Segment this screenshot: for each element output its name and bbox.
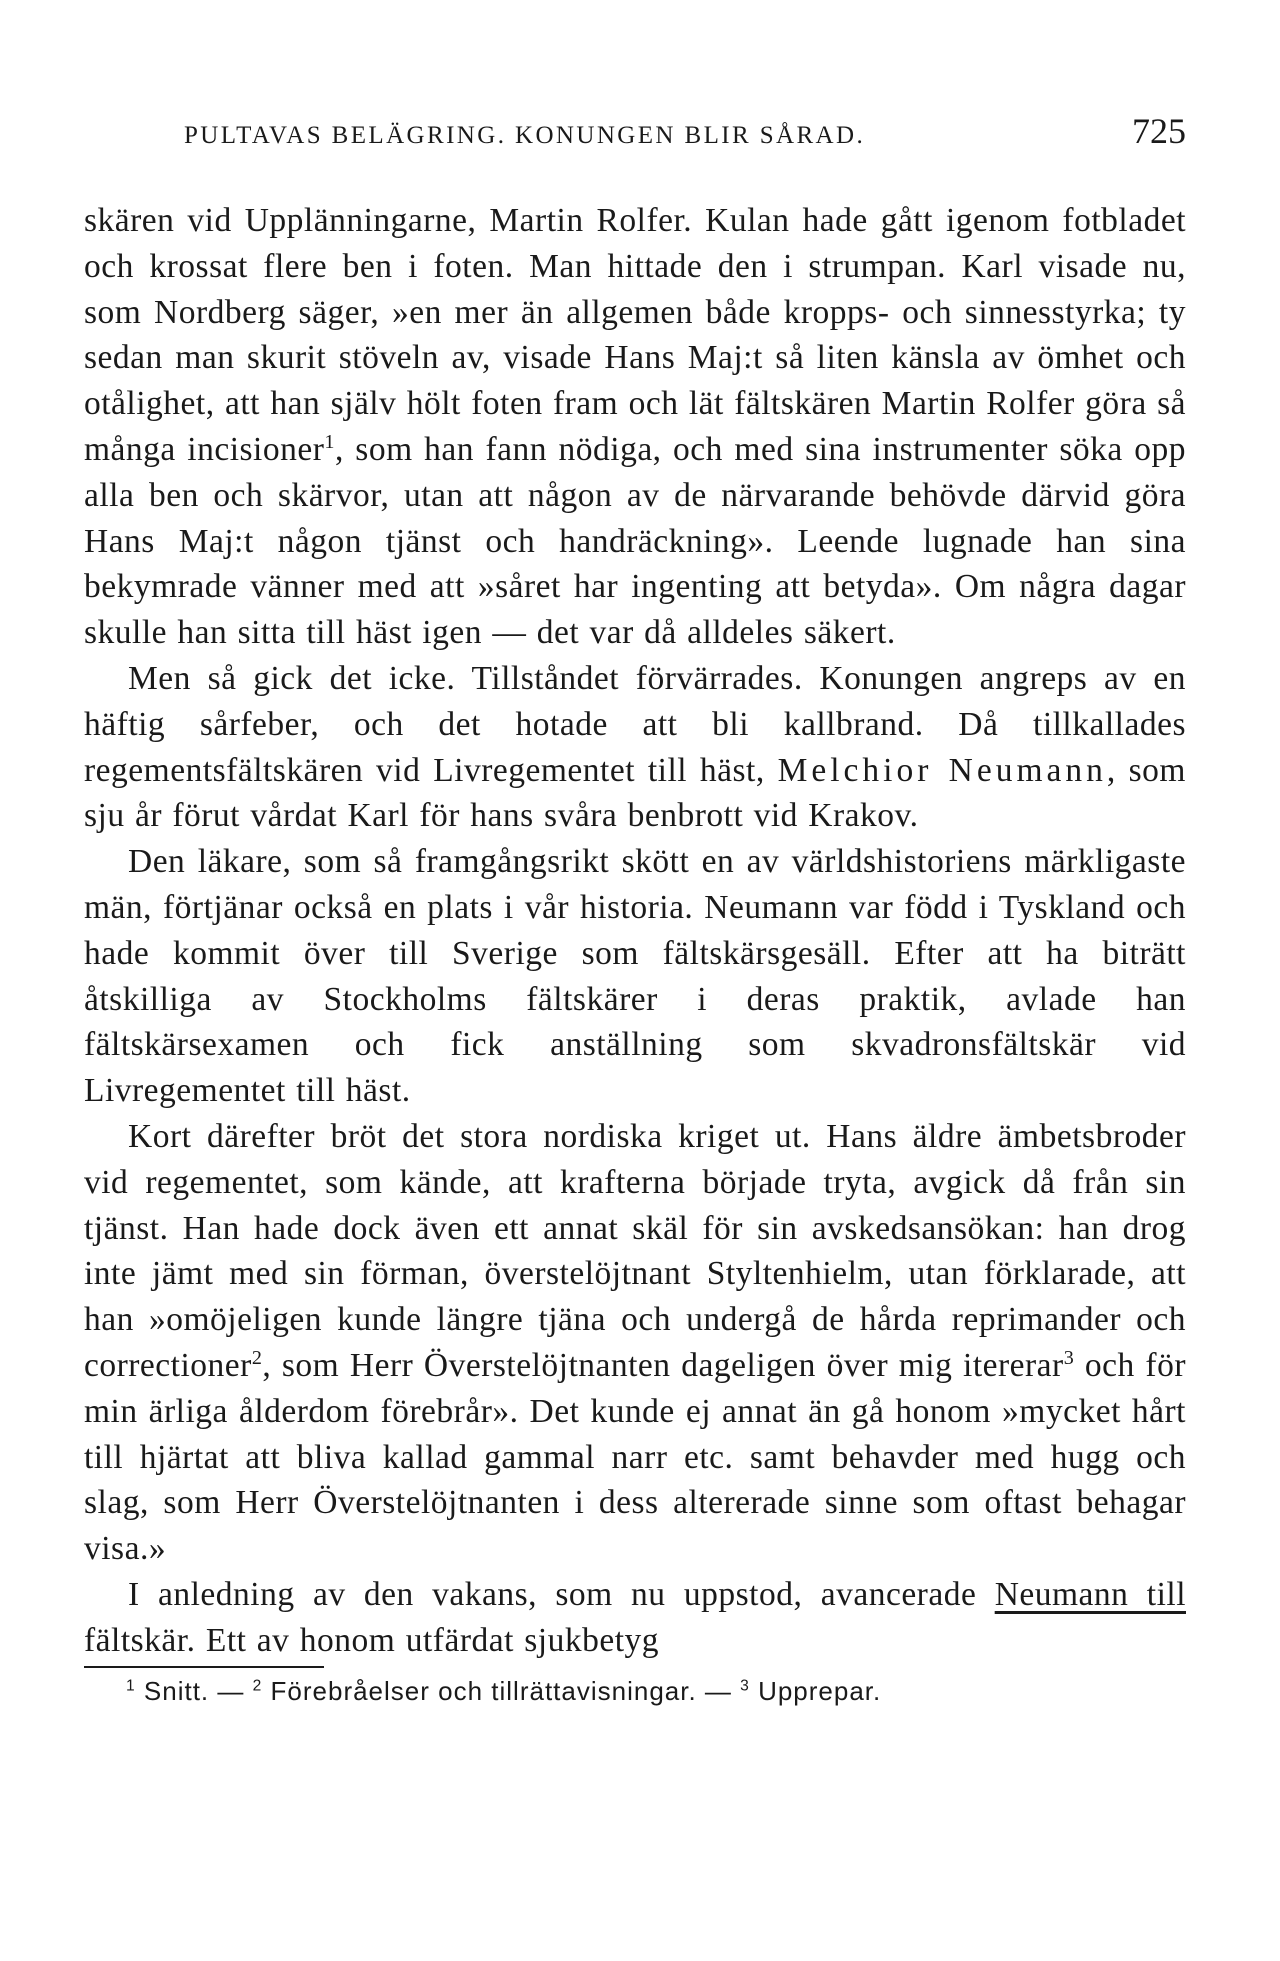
footnote-rule [84,1666,324,1668]
page-number: 725 [1132,111,1186,151]
body-text [84,198,1197,1664]
footnote-marker: 3 [740,1676,750,1694]
book-page [84,110,1197,1710]
footnote-text: Upprepar. [749,1675,882,1706]
footnote-marker: 2 [252,1676,263,1694]
footnote-marker: 1 [126,1676,136,1694]
footnote-reference: 1 [324,430,335,453]
running-head [84,110,1186,168]
running-title: PULTAVAS BELÄGRING. KONUNGEN BLIR SÅRAD. [184,122,866,149]
text-run: fältskär. Ett av honom utfärdat sjukbetyg [84,1575,1197,1659]
footnotes [84,1672,1186,1710]
paragraph [84,198,1197,656]
text-run: , som han fann nödiga, och med sina instrumenter söka opp alla ben och skärvor, utan att någon av de närvarande behövde därvid göra Hans Maj:t någon tjänst och handräckning». Leende lugnade han sina bekymrade vänner med att »såret har ingenting att betyda». Om några dagar skulle han sitta till häst igen — det var då alldeles säkert. [84,430,1197,652]
text-run: skären vid Upplänningarne, Martin Rolfer. Kulan hade gått igenom fotbladet och krossat flere ben i foten. Man hittade den i strumpan. Karl visade nu, som Nordberg säger, »en mer än allgemen både kropps- och sinnesstyrka; ty sedan man skurit stöveln av, visade Hans Maj:t så liten känsla av ömhet och otålighet, att han själv hölt foten fram och lät fältskären Martin Rolfer göra så många incisioner [84,202,1197,468]
text-run: Kort därefter bröt det stora nordiska kriget ut. Hans äldre ämbetsbroder vid regementet, som kände, att krafterna började tryta, avgick då från sin tjänst. Han hade dock även ett annat skäl för sin avskedsansökan: han drog inte jämt med sin förman, överstelöjtnant Styltenhielm, utan förklarade, att han »omöjeligen kunde längre tjäna och undergå de hårda reprimander och correctioner [84,1117,1197,1384]
paragraph [84,1114,1197,1572]
text-run: och för min ärliga ålderdom förebrår». Det kunde ej annat än gå honom »mycket hårt till hjärtat att bliva kallad gammal narr etc. samt behavder med hugg och slag, som Herr Överstelöjtnanten i dess altererade sinne som oftast behagar visa.» [84,1346,1197,1568]
text-run: Den läkare, som så framgångsrikt skött en av världshistoriens märkligaste män, förtjänar också en plats i vår historia. Neumann var född i Tyskland och hade kommit över till Sverige som fältskärsgesäll. Efter att ha biträtt åtskilliga av Stockholms fältskärer i deras praktik, avlade han fältskärsexamen och fick anställning som skvadronsfältskär vid Livregementet till häst. [84,843,1197,1110]
text-run: Men så gick det icke. Tillståndet förvärrades. Konungen angreps av en häftig sårfeber, och det hotade att bli kallbrand. Då tillkallades regementsfältskären vid Livregementet till häst, [84,659,1197,789]
underlined-text: Neumann till [994,1575,1186,1613]
text-run: , som Herr Överstelöjtnanten dageligen över mig itererar [262,1346,1064,1384]
paragraph [84,656,1197,839]
text-run: I anledning av den vakans, som nu uppstod, avancerade [128,1575,995,1613]
footnote-reference: 3 [1063,1346,1075,1369]
paragraph [84,839,1197,1114]
emphasized-name: Melchior Neumann [777,751,1107,789]
paragraph [84,1572,1197,1664]
footnote-reference: 2 [251,1346,263,1369]
footnote-text: Förebråelser och tillrättavisningar. — [262,1675,741,1706]
footnote-text: Snitt. — [135,1675,253,1706]
text-run: , som sju år förut vårdat Karl för hans svåra benbrott vid Krakov. [84,751,1197,835]
